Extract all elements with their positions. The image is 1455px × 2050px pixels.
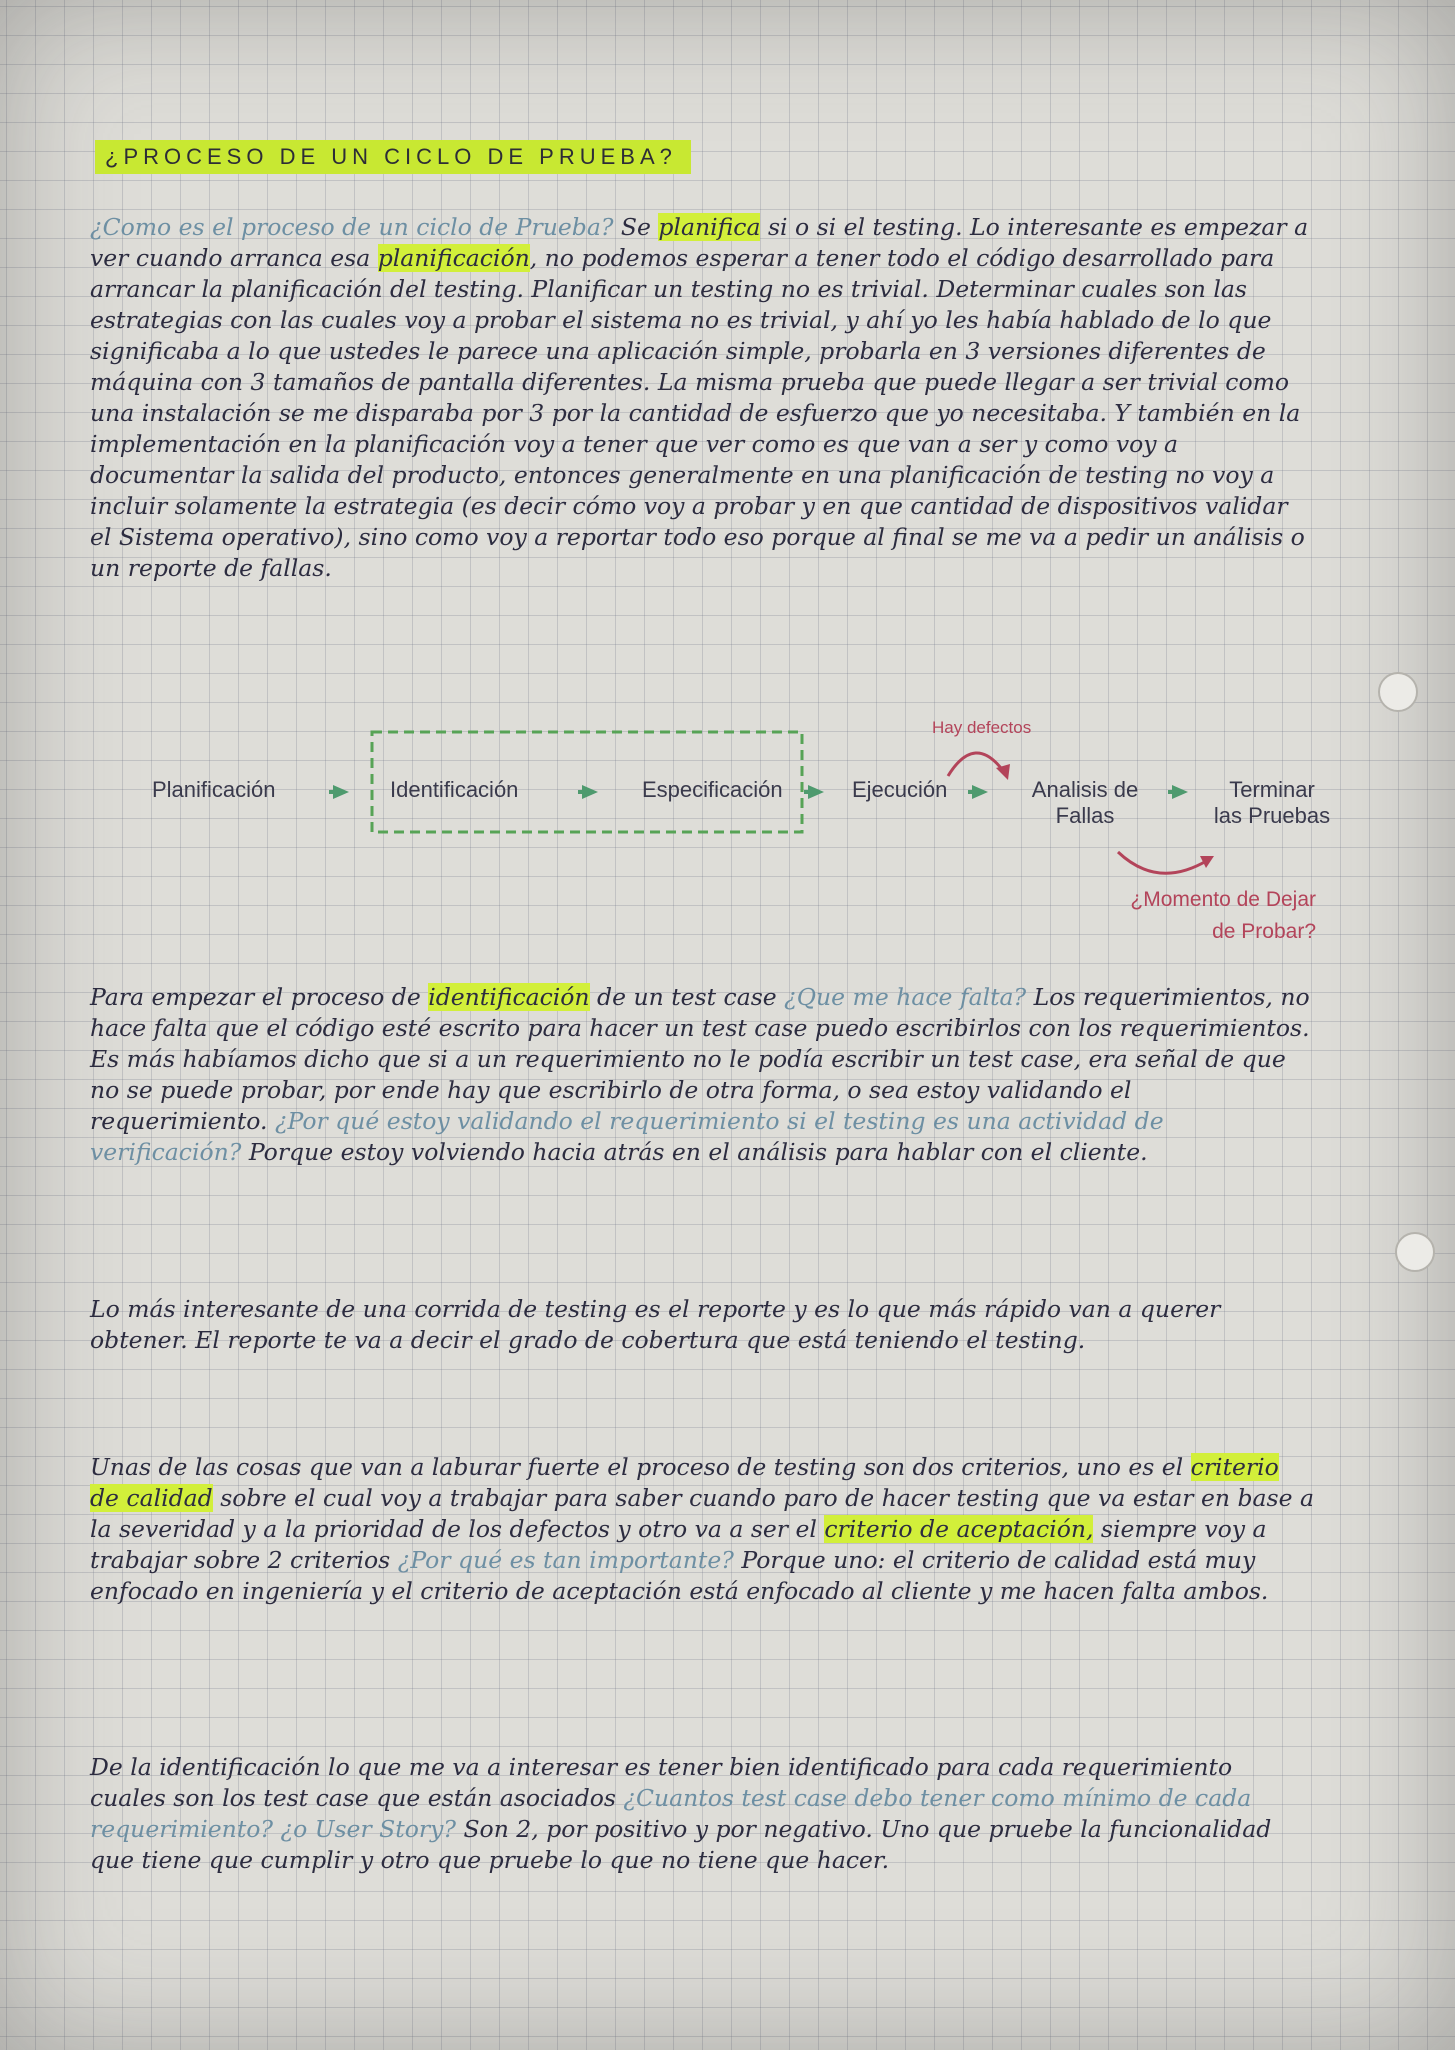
report-paragraph: Lo más interesante de una corrida de testing es el reporte y es lo que más rápido van a querer obtener. El reporte te va a decir el grado de cobertura que está teniendo el testing.	[90, 1295, 1221, 1354]
arrow-icon	[968, 790, 978, 794]
question-que-me-hace-falta: ¿Que me hace falta?	[784, 983, 1027, 1011]
highlight-planificacion: planificación	[377, 244, 530, 272]
arrow-icon	[972, 785, 988, 799]
arrow-icon	[1172, 785, 1188, 799]
arrow-head-icon	[1200, 856, 1214, 868]
intro-question: ¿Como es el proceso de un ciclo de Prueba?	[90, 213, 614, 241]
node-analisis-fallas: Analisis de Fallas	[1031, 777, 1139, 828]
arrow-icon	[582, 785, 598, 799]
question-cuantos-test-case: ¿Cuantos test case debo tener como mínimo de cada requerimiento? ¿o User Story?	[90, 1784, 1252, 1843]
highlight-planifica: planifica	[658, 213, 761, 241]
node-ejecucion: Ejecución	[852, 777, 948, 802]
arrow-icon	[329, 790, 339, 794]
highlight-criterio-calidad: criterio de calidad	[90, 1453, 1279, 1512]
page-title: ¿PROCESO DE UN CICLO DE PRUEBA?	[95, 140, 691, 174]
node-identificacion: Identificación	[390, 777, 519, 802]
note-hay-defectos: Hay defectos	[932, 718, 1032, 737]
binder-hole	[1378, 672, 1418, 712]
identification-paragraph: Para empezar el proceso de identificación de un test case ¿Que me hace falta? Los requerimientos, no hace falta que el código esté escrito para hacer un test case puedo escribirlos con los requerimientos. Es más habíamos dicho que si a un requerimiento no le podía escribir un test case, era señal de que no se puede probar, por ende hay que escribirlo de otra forma, o sea estoy validando el requerimiento. ¿Por qué estoy validando el requerimiento si el testing es una actividad de verificación? Porque estoy volviendo hacia atrás en el análisis para hablar con el cliente.	[90, 983, 1310, 1166]
arrow-icon	[578, 790, 588, 794]
question-por-que-valido: ¿Por qué estoy validando el requerimiento si el testing es una actividad de verificación?	[90, 1107, 1164, 1166]
note-momento-dejar-probar: ¿Momento de Dejar de Probar?	[1130, 888, 1316, 943]
node-planificacion: Planificación	[152, 777, 276, 802]
arrow-icon	[333, 785, 349, 799]
test-case-paragraph: De la identificación lo que me va a interesar es tener bien identificado para cada requerimiento cuales son los test case que están asociados ¿Cuantos test case debo tener como mínimo de cada requerimiento? ¿o User Story? Son 2, por positivo y por negativo. Uno que pruebe la funcionalidad que tiene que cumplir y otro que pruebe lo que no tiene que hacer.	[90, 1753, 1272, 1874]
defects-loop-arrow	[948, 753, 1004, 776]
stop-testing-arrow	[1118, 852, 1208, 873]
highlight-criterio-aceptacion: criterio de aceptación,	[824, 1515, 1094, 1543]
highlight-identificacion: identificación	[428, 983, 590, 1011]
criteria-paragraph: Unas de las cosas que van a laburar fuerte el proceso de testing son dos criterios, uno es el criterio de calidad sobre el cual voy a trabajar para saber cuando paro de hacer testing que va estar en base a la severidad y a la prioridad de los defectos y otro va a ser el criterio de aceptación, siempre voy a trabajar sobre 2 criterios ¿Por qué es tan importante? Porque uno: el criterio de calidad está muy enfocado en ingeniería y el criterio de aceptación está enfocado al cliente y me hacen falta ambos.	[90, 1453, 1314, 1605]
binder-hole	[1395, 1232, 1435, 1272]
intro-paragraph: ¿Como es el proceso de un ciclo de Prueba? Se planifica si o si el testing. Lo interesante es empezar a ver cuando arranca esa planificación, no podemos esperar a tener todo el código desarrollado para arrancar la planificación del testing. Planificar un testing no es trivial. Determinar cuales son las estrategias con las cuales voy a probar el sistema no es trivial, y ahí yo les había hablado de lo que significaba a lo que ustedes le parece una aplicación simple, probarla en 3 versiones diferentes de máquina con 3 tamaños de pantalla diferentes. La misma prueba que puede llegar a ser trivial como una instalación se me disparaba por 3 por la cantidad de esfuerzo que yo necesitaba. Y también en la implementación en la planificación voy a tener que ver como es que van a ser y como voy a documentar la salida del producto, entonces generalmente en una planificación de testing no voy a incluir solamente la estrategia (es decir cómo voy a probar y en que cantidad de dispositivos validar el Sistema operativo), sino como voy a reportar todo eso porque al final se me va a pedir un análisis o un reporte de fallas.	[90, 213, 1309, 582]
node-terminar-pruebas: Terminar las Pruebas	[1213, 777, 1331, 828]
node-especificacion: Especificación	[642, 777, 783, 802]
arrow-icon	[808, 785, 824, 799]
arrow-icon	[804, 790, 814, 794]
question-importancia: ¿Por qué es tan importante?	[397, 1546, 734, 1574]
